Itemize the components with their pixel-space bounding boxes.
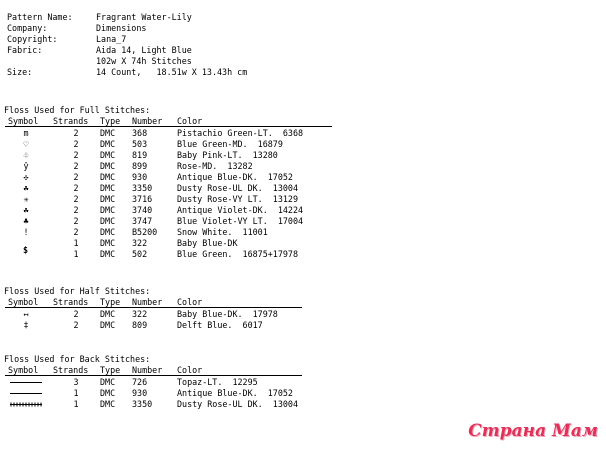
info-label: Copyright: [7, 34, 58, 44]
color-cell: Blue Green. 16875+17978 [177, 249, 299, 259]
type-cell: DMC [100, 309, 116, 319]
stitch-symbol: ǃ [23, 227, 29, 237]
type-cell: DMC [100, 320, 116, 330]
strands-cell: 1 [73, 238, 79, 248]
type-cell: DMC [100, 249, 116, 259]
info-value: 14 Count, 18.51w X 13.43h cm [96, 67, 248, 77]
number-cell: 809 [132, 320, 148, 330]
half-stitches-underline [5, 307, 302, 308]
type-cell: DMC [100, 161, 116, 171]
number-cell: 930 [132, 172, 148, 182]
number-cell: 3350 [132, 183, 153, 193]
stitch-symbol [0, 377, 52, 388]
stitch-symbol [0, 399, 52, 410]
number-cell: B5200 [132, 227, 158, 237]
strands-cell: 2 [73, 139, 79, 149]
stitch-symbol: ☘ [23, 205, 29, 215]
strands-cell: 2 [73, 194, 79, 204]
number-cell: 3740 [132, 205, 153, 215]
header-type: Type [100, 297, 121, 307]
stitch-symbol: ✳ [23, 194, 29, 204]
header-symbol: Symbol [8, 365, 39, 375]
header-color: Color [177, 297, 203, 307]
number-cell: 322 [132, 309, 148, 319]
type-cell: DMC [100, 128, 116, 138]
color-cell: Baby Pink-LT. 13280 [177, 150, 278, 160]
color-cell: Rose-MD. 13282 [177, 161, 253, 171]
table-row [0, 161, 606, 172]
color-cell: Topaz-LT. 12295 [177, 377, 258, 387]
info-label: Company: [7, 23, 48, 33]
table-row [0, 377, 606, 388]
strands-cell: 1 [73, 249, 79, 259]
strands-cell: 2 [73, 150, 79, 160]
number-cell: 3716 [132, 194, 153, 204]
table-row [0, 139, 606, 150]
header-strands: Strands [53, 116, 89, 126]
strands-cell: 2 [73, 183, 79, 193]
strands-cell: 3 [73, 377, 79, 387]
back-stitches-underline [5, 375, 302, 376]
table-row [0, 194, 606, 205]
info-label: Fabric: [7, 45, 43, 55]
stitch-symbol: ŷ [23, 161, 29, 171]
header-symbol: Symbol [8, 116, 39, 126]
type-cell: DMC [100, 399, 116, 409]
backstitch-line-icon [9, 379, 43, 386]
color-cell: Dusty Rose-UL DK. 13004 [177, 399, 299, 409]
stitch-symbol: ✣ [23, 172, 29, 182]
type-cell: DMC [100, 238, 116, 248]
strands-cell: 2 [73, 216, 79, 226]
color-cell: Blue Violet-VY LT. 17004 [177, 216, 304, 226]
full-stitches-underline [5, 126, 332, 127]
strands-cell: 2 [73, 172, 79, 182]
strands-cell: 1 [73, 388, 79, 398]
stitch-symbol [0, 388, 52, 399]
number-cell: 368 [132, 128, 148, 138]
color-cell: Antique Violet-DK. 14224 [177, 205, 304, 215]
full-stitches-title: Floss Used for Full Stitches: [4, 105, 151, 115]
number-cell: 3350 [132, 399, 153, 409]
table-row [0, 249, 606, 260]
color-cell: Pistachio Green-LT. 6368 [177, 128, 304, 138]
info-value: 102w X 74h Stitches [96, 56, 192, 66]
number-cell: 3747 [132, 216, 153, 226]
color-cell: Antique Blue-DK. 17052 [177, 172, 293, 182]
number-cell: 899 [132, 161, 148, 171]
watermark-logo: Страна Мам [468, 421, 598, 441]
color-cell: Antique Blue-DK. 17052 [177, 388, 293, 398]
stitch-symbol: ‡ [23, 320, 29, 330]
header-number: Number [132, 297, 163, 307]
info-value: Dimensions [96, 23, 147, 33]
type-cell: DMC [100, 205, 116, 215]
stitch-symbol: ☘ [23, 183, 29, 193]
header-number: Number [132, 365, 163, 375]
color-cell: Dusty Rose-VY LT. 13129 [177, 194, 299, 204]
header-type: Type [100, 116, 121, 126]
header-strands: Strands [53, 365, 89, 375]
header-type: Type [100, 365, 121, 375]
stitch-symbol: ♣ [23, 216, 29, 226]
type-cell: DMC [100, 194, 116, 204]
stitch-symbol: ♡ [23, 139, 29, 149]
table-row [0, 172, 606, 183]
type-cell: DMC [100, 216, 116, 226]
backstitch-line-icon [9, 390, 43, 397]
blend-symbol: $ [23, 245, 29, 255]
number-cell: 322 [132, 238, 148, 248]
info-value: Lana_7 [96, 34, 127, 44]
type-cell: DMC [100, 227, 116, 237]
type-cell: DMC [100, 150, 116, 160]
table-row [0, 216, 606, 227]
info-value: Aida 14, Light Blue [96, 45, 192, 55]
type-cell: DMC [100, 172, 116, 182]
stitch-symbol: ↤ [23, 309, 29, 319]
strands-cell: 1 [73, 399, 79, 409]
strands-cell: 2 [73, 309, 79, 319]
color-cell: Baby Blue-DK [177, 238, 238, 248]
color-cell: Baby Blue-DK. 17978 [177, 309, 278, 319]
table-row [0, 309, 606, 320]
header-color: Color [177, 116, 203, 126]
info-value: Fragrant Water-Lily [96, 12, 192, 22]
table-row [0, 150, 606, 161]
number-cell: 726 [132, 377, 148, 387]
strands-cell: 2 [73, 320, 79, 330]
table-row [0, 183, 606, 194]
color-cell: Blue Green-MD. 16879 [177, 139, 283, 149]
table-row [0, 128, 606, 139]
table-row [0, 399, 606, 410]
strands-cell: 2 [73, 128, 79, 138]
info-label: Size: [7, 67, 33, 77]
header-symbol: Symbol [8, 297, 39, 307]
table-row [0, 227, 606, 238]
header-color: Color [177, 365, 203, 375]
stitch-symbol: ♧ [23, 150, 29, 160]
type-cell: DMC [100, 183, 116, 193]
table-row [0, 205, 606, 216]
strands-cell: 2 [73, 227, 79, 237]
half-stitches-title: Floss Used for Half Stitches: [4, 286, 151, 296]
strands-cell: 2 [73, 161, 79, 171]
type-cell: DMC [100, 139, 116, 149]
type-cell: DMC [100, 377, 116, 387]
number-cell: 819 [132, 150, 148, 160]
table-row [0, 320, 606, 331]
number-cell: 930 [132, 388, 148, 398]
color-cell: Snow White. 11001 [177, 227, 268, 237]
header-number: Number [132, 116, 163, 126]
number-cell: 503 [132, 139, 148, 149]
stitch-symbol: m [23, 128, 29, 138]
table-row [0, 238, 606, 249]
backstitch-line-icon [9, 401, 43, 408]
color-cell: Delft Blue. 6017 [177, 320, 263, 330]
back-stitches-title: Floss Used for Back Stitches: [4, 354, 151, 364]
strands-cell: 2 [73, 205, 79, 215]
header-strands: Strands [53, 297, 89, 307]
type-cell: DMC [100, 388, 116, 398]
table-row [0, 388, 606, 399]
info-label: Pattern Name: [7, 12, 73, 22]
number-cell: 502 [132, 249, 148, 259]
color-cell: Dusty Rose-UL DK. 13004 [177, 183, 299, 193]
